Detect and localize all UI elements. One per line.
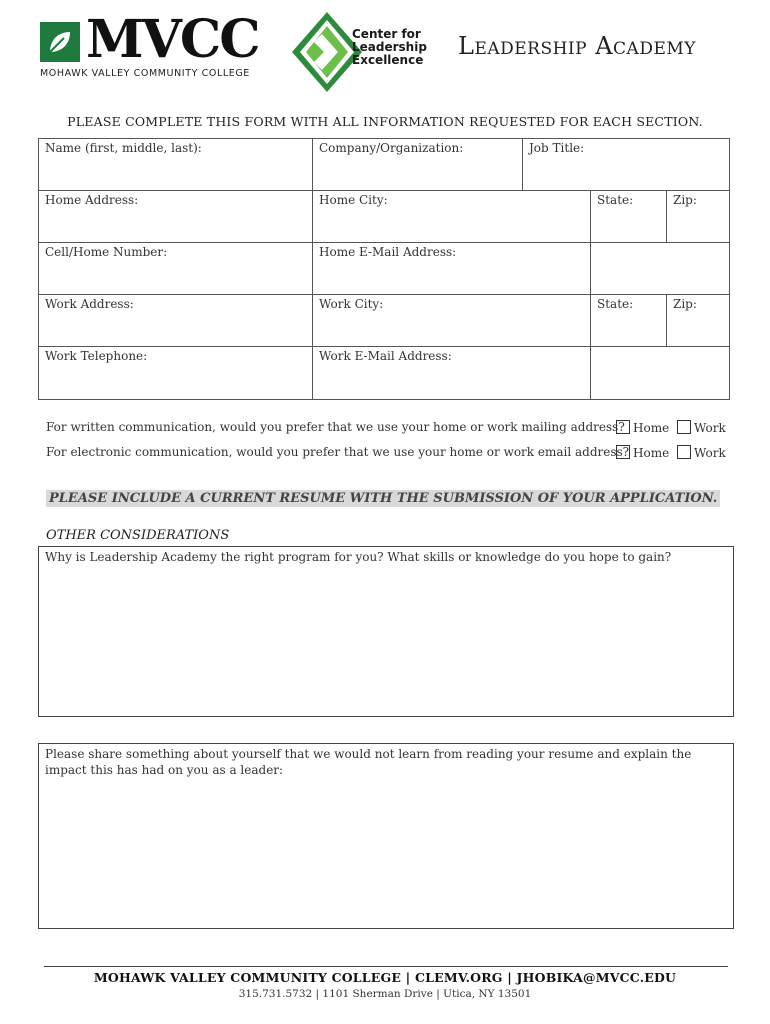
electronic-home-checkbox[interactable] [616,445,630,459]
job-title-field[interactable] [522,138,730,191]
footer-contact: MOHAWK VALLEY COMMUNITY COLLEGE | CLEMV.ORG | JHOBIKA@MVCC.EDU [93,970,677,985]
leaf-icon [40,22,80,62]
about-yourself-answer-box[interactable] [38,743,734,929]
home-email-label: Home E-Mail Address: [319,245,457,259]
home-zip-label: Zip: [673,193,697,207]
mvcc-wordmark: MVCC [86,9,259,70]
program-title: Leadership Academy [458,32,697,60]
cell-home-number-field[interactable] [38,242,313,295]
resume-note: PLEASE INCLUDE A CURRENT RESUME WITH THE SUBMISSION OF YOUR APPLICATION. [46,490,720,507]
work-telephone-label: Work Telephone: [45,349,148,363]
home-state-field[interactable] [590,190,667,243]
work-telephone-field[interactable] [38,346,313,400]
work-address-label: Work Address: [45,297,134,311]
job-title-label: Job Title: [529,141,585,155]
home-zip-field[interactable] [666,190,730,243]
work-state-field[interactable] [590,294,667,347]
home-city-label: Home City: [319,193,388,207]
clx-line-3: Excellence [352,53,424,67]
home-address-field[interactable] [38,190,313,243]
footer-address: 315.731.5732 | 1101 Sherman Drive | Utica, NY 13501 [238,988,532,1000]
work-email-label: Work E-Mail Address: [319,349,452,363]
why-program-question: Why is Leadership Academy the right program for you? What skills or knowledge do you hope to gain? [45,550,672,564]
written-work-label: Work [694,421,726,435]
electronic-home-label: Home [633,446,670,460]
written-pref-options [616,420,726,435]
home-address-label: Home Address: [45,193,139,207]
form-instruction: PLEASE COMPLETE THIS FORM WITH ALL INFORMATION REQUESTED FOR EACH SECTION. [67,114,703,129]
written-home-checkbox[interactable] [616,420,630,434]
mvcc-subtitle: MOHAWK VALLEY COMMUNITY COLLEGE [40,68,250,79]
electronic-pref-options [616,445,726,460]
work-zip-field[interactable] [666,294,730,347]
clx-logo [292,12,432,92]
name-field[interactable] [38,138,313,191]
work-address-field[interactable] [38,294,313,347]
work-email-extra-cell[interactable] [590,346,730,400]
company-field[interactable] [312,138,523,191]
written-work-checkbox[interactable] [677,420,691,434]
work-state-label: State: [597,297,634,311]
work-city-label: Work City: [319,297,384,311]
home-state-label: State: [597,193,634,207]
written-home-label: Home [633,421,670,435]
work-city-field[interactable] [312,294,591,347]
electronic-work-checkbox[interactable] [677,445,691,459]
other-considerations-title: OTHER CONSIDERATIONS [46,528,230,543]
footer-divider [44,966,728,967]
home-email-extra-cell[interactable] [590,242,730,295]
clx-line-1: Center for [352,27,421,41]
home-city-field[interactable] [312,190,591,243]
home-email-field[interactable] [312,242,591,295]
why-program-answer-box[interactable] [38,546,734,717]
work-zip-label: Zip: [673,297,697,311]
company-label: Company/Organization: [319,141,464,155]
cell-home-number-label: Cell/Home Number: [45,245,168,259]
work-email-field[interactable] [312,346,591,400]
electronic-pref-question: For electronic communication, would you prefer that we use your home or work email address? [46,445,630,459]
clx-wordmark [352,28,427,67]
about-yourself-question: Please share something about yourself that we would not learn from reading your resume and explain the impact this has had on you as a leader: [45,747,692,777]
written-pref-question: For written communication, would you prefer that we use your home or work mailing address? [46,420,625,434]
name-label: Name (first, middle, last): [45,141,202,155]
applicant-info-form [38,138,730,400]
clx-line-2: Leadership [352,40,427,54]
electronic-work-label: Work [694,446,726,460]
mvcc-logo [40,9,260,82]
